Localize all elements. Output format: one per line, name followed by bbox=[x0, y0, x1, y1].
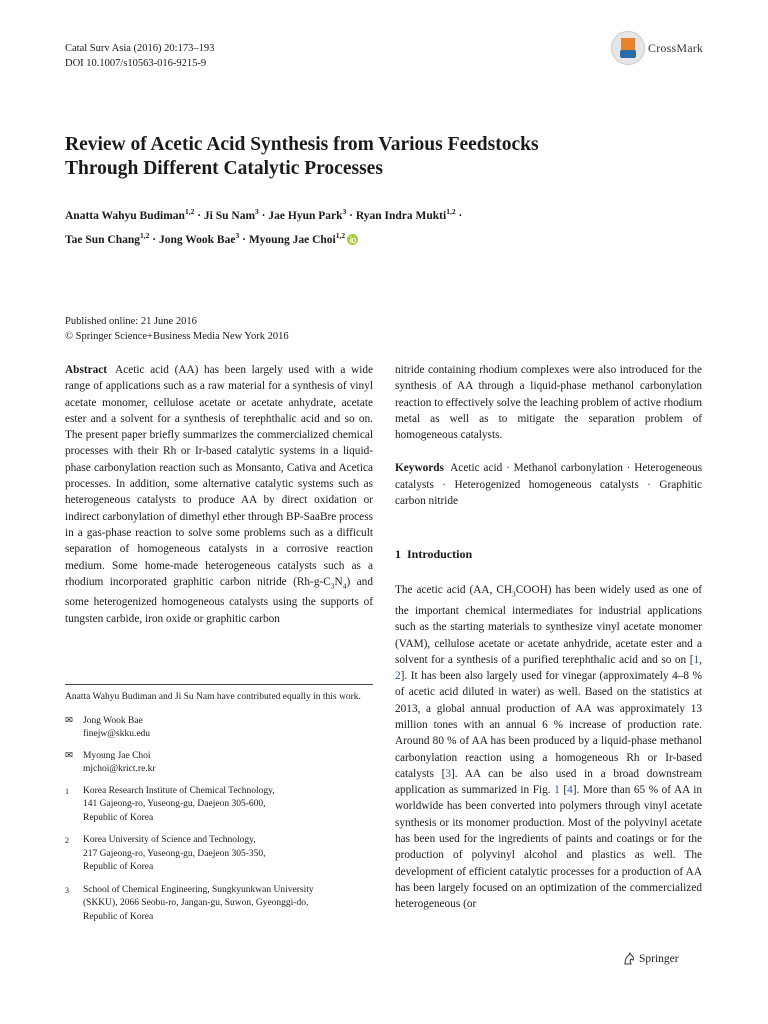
affiliation-line: (SKKU), 2066 Seobu-ro, Jangan-gu, Suwon, Gyeonggi-do, bbox=[83, 898, 309, 908]
author-list: Anatta Wahyu Budiman$^{1,2}$ · Ji Su Nam$^3$ · Jae Hyun Park$^3$ · Ryan Indra Mukti$^{1,2}$ · Tae Sun Chang$^{1,2}$ · Jong Wook Bae$^3$ · Myoung Jae Choi$^{1,2}$ bbox=[65, 207, 463, 246]
intro-text: , bbox=[699, 653, 702, 666]
author-name: Myoung Jae Choi bbox=[248, 233, 336, 246]
section-number: 1 bbox=[395, 547, 401, 562]
doi[interactable]: DOI 10.1007/s10563-016-9215-9 bbox=[65, 58, 207, 69]
introduction-text bbox=[395, 582, 702, 912]
abstract-text-cont: ) and some heterogenized homogeneous catalysts using the supports of tungsten carbide, iron oxide or graphitic carbon bbox=[65, 575, 373, 625]
intro-text: ]. It has been also largely used for vinegar (approximately 4–8 % of acetic acid diluted in water) as well. Based on the statistics at 2013, a global annual production of AA was approximately 13 million tones with an annual 6 % increase of production rate. Around 80 % of AA has been produced by a liquid-phase methanol carbonylation reaction using a homogeneous Rh or Ir-based catalysts [ bbox=[395, 670, 702, 780]
abstract bbox=[65, 362, 373, 627]
footnotes bbox=[65, 684, 373, 933]
publisher-name: Springer bbox=[639, 953, 679, 965]
affiliation bbox=[65, 785, 373, 826]
citation-link[interactable]: 1 bbox=[693, 653, 700, 666]
abstract-label: Abstract bbox=[65, 364, 108, 376]
author-name: Ryan Indra Mukti bbox=[355, 209, 447, 222]
author-affiliation: 1,2 bbox=[140, 230, 150, 240]
contact-email[interactable]: finejw@skku.edu bbox=[83, 729, 151, 739]
author-name: Jae Hyun Park bbox=[268, 209, 343, 222]
affiliation-line: 217 Gajeong-ro, Yuseong-gu, Daejeon 305-350, bbox=[83, 848, 266, 859]
author-affiliation: 3 bbox=[235, 230, 240, 240]
abstract-text-formula: N bbox=[334, 575, 343, 588]
author-affiliation: 3 bbox=[342, 207, 347, 216]
intro-text: ]. More than 65 % of AA in worldwide has been converted into polymers through vinyl acetate synthesis or its monomer production. Most of the polyvinyl acetate has been used for the ingredients of paints and coatings or for the production of polyvinyl alcohol and plastics as well. The development of efficient catalytic processes for a production of AA has been largely focused on an optimization of the commercialized heterogeneous (or bbox=[395, 784, 702, 911]
keywords bbox=[395, 460, 702, 509]
crossmark-label: CrossMark bbox=[648, 40, 704, 55]
contact-email[interactable]: mjchoi@krict.re.kr bbox=[83, 764, 156, 774]
crossmark-badge[interactable] bbox=[610, 30, 703, 66]
author-affiliation: 1,2 bbox=[335, 230, 346, 240]
affiliation-line: Korea Research Institute of Chemical Technology, bbox=[83, 785, 275, 796]
affiliation-number: 1 bbox=[65, 786, 69, 796]
intro-text: COOH) has been widely used as one of the important chemical intermediates for industrial applications such as the starting materials to synthesize vinyl acetate monomer (VAM), cellulose acetate or acetate anhydride, acetate ester and a solvent for a synthesis of a purified terephthalic acid and so on [ bbox=[395, 584, 702, 666]
affiliation bbox=[65, 884, 373, 925]
journal-citation: Catal Surv Asia (2016) 20:173–193 bbox=[65, 43, 215, 54]
author-name: Ji Su Nam bbox=[203, 209, 256, 222]
citation-link[interactable]: 4 bbox=[567, 784, 573, 797]
figure-link[interactable]: 1 bbox=[554, 784, 560, 797]
orcid-icon[interactable] bbox=[347, 234, 358, 245]
intro-text: The acetic acid (AA, CH bbox=[395, 584, 513, 597]
author-affiliation: 1,2 bbox=[184, 207, 195, 216]
contact-entry bbox=[65, 715, 373, 742]
contribution-note: Anatta Wahyu Budiman and Ji Su Nam have contributed equally in this work. bbox=[65, 692, 361, 702]
author-name: Jong Wook Bae bbox=[158, 233, 236, 246]
envelope-icon: ✉ bbox=[65, 750, 73, 761]
title-line-1: Review of Acetic Acid Synthesis from Various Feedstocks bbox=[65, 134, 539, 155]
paper-title bbox=[65, 133, 685, 181]
author-affiliation: 3 bbox=[255, 207, 259, 216]
intro-text: [ bbox=[559, 784, 568, 797]
subscript: 4 bbox=[342, 581, 347, 591]
affiliation bbox=[65, 834, 373, 875]
envelope-icon: ✉ bbox=[65, 715, 73, 726]
affiliation-line: School of Chemical Engineering, Sungkyunkwan University bbox=[83, 884, 314, 895]
author-name: Anatta Wahyu Budiman bbox=[65, 209, 185, 222]
contact-name: Jong Wook Bae bbox=[83, 715, 143, 726]
publisher-mark bbox=[622, 952, 679, 966]
affiliation-line: Republic of Korea bbox=[83, 911, 154, 922]
right-column bbox=[395, 362, 702, 913]
affiliation-line: 141 Gajeong-ro, Yuseong-gu, Daejeon 305-600, bbox=[83, 799, 266, 809]
author-affiliation: 1,2 bbox=[446, 207, 456, 216]
contact-entry bbox=[65, 750, 373, 777]
keywords-label: Keywords bbox=[395, 462, 444, 475]
affiliation-number: 2 bbox=[65, 836, 69, 845]
affiliation-line: Republic of Korea bbox=[83, 862, 154, 872]
published-date: Published online: 21 June 2016 bbox=[65, 316, 197, 327]
contact-name: Myoung Jae Choi bbox=[83, 750, 151, 761]
copyright: © Springer Science+Business Media New York 2016 bbox=[65, 331, 289, 342]
affiliation-line: Korea University of Science and Technology, bbox=[83, 835, 256, 845]
citation-link[interactable]: 2 bbox=[395, 670, 401, 683]
journal-reference bbox=[65, 41, 214, 71]
section-title: Introduction bbox=[407, 547, 473, 562]
title-line-2: Through Different Catalytic Processes bbox=[65, 158, 383, 179]
keywords-text: Acetic acid · Methanol carbonylation · Heterogeneous catalysts · Heterogenized homogeneous catalysts · Graphitic carbon nitride bbox=[395, 462, 702, 508]
abstract-text: Acetic acid (AA) has been largely used with a wide range of applications such as a raw material for a synthesis of vinyl acetate monomer, cellulose acetate or acetate anhydrate, acetate ester and a solvent for a synthesis of terephthalic acid and so on. The present paper briefly summarizes the commercialized chemical processes with their Rh or Ir-based catalytic systems in a liquid-phase carbonylation reaction such as Monsanto, Cativa and Acetica processes. In addition, some alternative catalytic systems such as heterogeneous catalysts to produce AA by direct oxidation or indirect carbonylation of dimethyl ether through BP-SaaBre process in a gas-phase reaction to solve some problems such as a difficult separation of homogeneous catalysts in a corrosive reaction medium. Some home-made heterogeneous catalysts such as a rhodium incorporated graphitic carbon nitride (Rh-g-C bbox=[65, 364, 373, 588]
subscript: 3 bbox=[330, 581, 335, 591]
citation-link[interactable]: 3 bbox=[445, 767, 452, 780]
left-column bbox=[65, 362, 373, 627]
springer-horse-icon bbox=[622, 952, 636, 966]
section-heading-introduction bbox=[395, 547, 702, 562]
affiliation-line: Republic of Korea bbox=[83, 812, 154, 823]
crossmark-icon bbox=[610, 30, 646, 66]
publication-info bbox=[65, 314, 289, 344]
affiliation-number: 3 bbox=[65, 885, 69, 895]
intro-text: ]. AA can be also used in a broad downstream application as summarized in Fig. bbox=[395, 767, 702, 797]
subscript: 3 bbox=[512, 589, 516, 599]
abstract-continued: nitride containing rhodium complexes were also introduced for the synthesis of AA through a liquid-phase methanol carbonylation reaction to effectively solve the leaching problem of active rhodium metal as well as to mitigate the separation problem of homogeneous catalysts. bbox=[395, 364, 702, 442]
author-name: Tae Sun Chang bbox=[65, 233, 141, 246]
